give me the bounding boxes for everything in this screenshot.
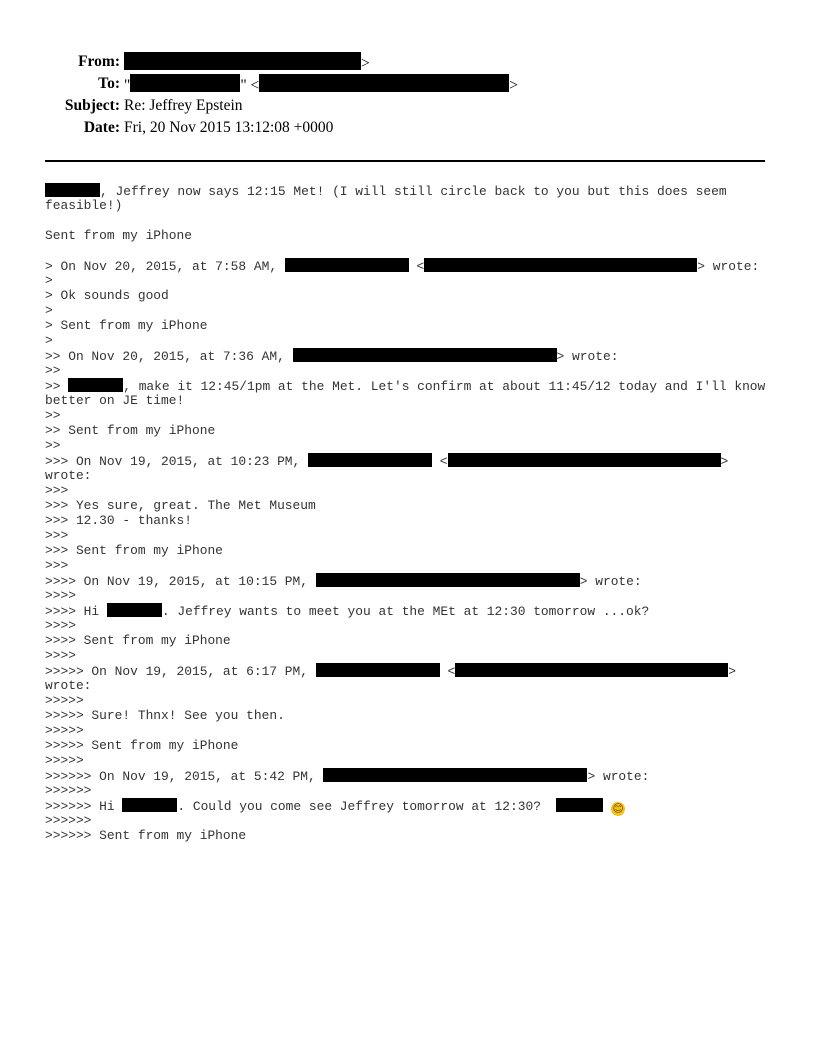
from-suffix: > xyxy=(361,55,370,72)
redaction-bar xyxy=(259,74,509,92)
quote-line: >>> Yes sure, great. The Met Museum xyxy=(45,498,316,513)
redaction-bar xyxy=(293,348,557,362)
redaction-bar xyxy=(455,663,728,677)
redaction-bar xyxy=(107,603,162,617)
quote-line: >> Sent from my iPhone xyxy=(45,423,216,438)
quote-line: > Ok sounds good xyxy=(45,288,169,303)
quote-line: >>>>>> xyxy=(45,813,92,828)
quote-line: better on JE time! xyxy=(45,393,185,408)
redaction-bar xyxy=(285,258,409,272)
quote-text: >>>>>> Hi xyxy=(45,799,123,814)
smiley-emoji-icon: 😊 xyxy=(612,802,624,815)
quote-intro-text: > xyxy=(720,454,729,469)
date-value: Fri, 20 Nov 2015 13:12:08 +0000 xyxy=(124,119,334,136)
to-quote-close: " < xyxy=(240,77,260,94)
redaction-bar xyxy=(124,52,361,70)
subject-row xyxy=(0,96,816,116)
subject-label: Subject: xyxy=(64,97,120,114)
quote-intro-text: >>>>>> On Nov 19, 2015, at 5:42 PM, xyxy=(45,769,324,784)
quote-line: wrote: xyxy=(45,678,92,693)
from-row xyxy=(0,52,816,72)
redaction-bar xyxy=(130,74,240,92)
quote-intro xyxy=(45,768,785,783)
quote-intro-text: > wrote: xyxy=(579,574,642,589)
subject-value: Re: Jeffrey Epstein xyxy=(124,97,243,114)
redaction-bar xyxy=(556,798,603,812)
quote-line: >>> xyxy=(45,483,69,498)
redaction-bar xyxy=(448,453,721,467)
redaction-bar xyxy=(68,378,123,392)
quote-line: >> xyxy=(45,363,61,378)
quote-line: >> xyxy=(45,438,61,453)
redaction-bar xyxy=(122,798,177,812)
quote-line: >>>> xyxy=(45,588,76,603)
quote-intro-text: < xyxy=(408,259,425,274)
blank-line xyxy=(45,243,785,258)
quote-line: > xyxy=(45,273,53,288)
quote-intro xyxy=(45,258,785,273)
body-line xyxy=(45,183,785,198)
quote-intro-text: > xyxy=(728,664,736,679)
quote-line: >>>>> xyxy=(45,693,84,708)
quote-text: >> xyxy=(45,379,69,394)
to-label: To: xyxy=(98,75,120,92)
email-header xyxy=(0,0,816,150)
quote-line xyxy=(45,378,785,393)
quote-line: >>>>> Sure! Thnx! See you then. xyxy=(45,708,285,723)
quote-line: >> xyxy=(45,408,61,423)
quote-line: >>>>>> xyxy=(45,783,92,798)
quote-line: wrote: xyxy=(45,468,92,483)
quote-intro-text: > wrote: xyxy=(587,769,650,784)
quote-intro-text: >>> On Nov 19, 2015, at 10:23 PM, xyxy=(45,454,309,469)
signature-line: Sent from my iPhone xyxy=(45,228,192,243)
redaction-bar xyxy=(323,768,587,782)
quote-text: . Could you come see Jeffrey tomorrow at 12:30? xyxy=(177,799,557,814)
quote-intro-text: >>>>> On Nov 19, 2015, at 6:17 PM, xyxy=(45,664,316,679)
quote-line xyxy=(45,603,785,618)
from-label: From: xyxy=(78,53,120,70)
redaction-bar xyxy=(424,258,697,272)
header-divider xyxy=(45,160,765,162)
to-value xyxy=(124,74,518,96)
quote-line: > xyxy=(45,333,53,348)
blank-line xyxy=(45,213,785,228)
redaction-bar xyxy=(316,663,440,677)
quote-line: >>> Sent from my iPhone xyxy=(45,543,223,558)
quote-intro-text: >>>> On Nov 19, 2015, at 10:15 PM, xyxy=(45,574,316,589)
quote-line: > Sent from my iPhone xyxy=(45,318,208,333)
date-label: Date: xyxy=(83,119,120,136)
redaction-bar xyxy=(316,573,580,587)
quote-intro-text: >> On Nov 20, 2015, at 7:36 AM, xyxy=(45,349,293,364)
quote-line: >>>>> xyxy=(45,723,84,738)
quote-intro-text: < xyxy=(432,454,448,469)
from-value xyxy=(124,52,370,74)
quote-line: >>>>>> Sent from my iPhone xyxy=(45,828,247,843)
to-quote-open: " xyxy=(124,77,131,94)
body-line: feasible!) xyxy=(45,198,123,213)
date-row xyxy=(0,118,816,138)
quote-intro xyxy=(45,573,785,588)
quote-intro-text: < xyxy=(439,664,456,679)
quote-intro-text: > wrote: xyxy=(697,259,760,274)
quote-line: > xyxy=(45,303,53,318)
quote-text: >>>> Hi xyxy=(45,604,107,619)
quote-text: , make it 12:45/1pm at the Met. Let's confirm at about 11:45/12 today and I'll know xyxy=(123,379,766,394)
quote-intro-text: > wrote: xyxy=(556,349,619,364)
quote-line: >>>> xyxy=(45,618,76,633)
quote-line: >>> 12.30 - thanks! xyxy=(45,513,192,528)
quote-intro xyxy=(45,348,785,363)
redaction-bar xyxy=(45,183,100,197)
quote-intro xyxy=(45,663,785,678)
to-suffix: > xyxy=(509,77,519,94)
quote-line: >>> xyxy=(45,558,69,573)
quote-line: >>>>> Sent from my iPhone xyxy=(45,738,239,753)
to-row xyxy=(0,74,816,94)
email-body xyxy=(45,183,785,843)
quote-intro xyxy=(45,453,785,468)
quote-line: >>>> Sent from my iPhone xyxy=(45,633,231,648)
quote-text: . Jeffrey wants to meet you at the MEt at 12:30 tomorrow ...ok? xyxy=(161,604,650,619)
redaction-bar xyxy=(308,453,432,467)
quote-intro-text: > On Nov 20, 2015, at 7:58 AM, xyxy=(45,259,285,274)
quote-line: >>>>> xyxy=(45,753,84,768)
quote-line xyxy=(45,798,785,813)
quote-line: >>> xyxy=(45,528,69,543)
quote-line: >>>> xyxy=(45,648,76,663)
body-text: , Jeffrey now says 12:15 Met! (I will still circle back to you but this does seem xyxy=(100,184,727,199)
